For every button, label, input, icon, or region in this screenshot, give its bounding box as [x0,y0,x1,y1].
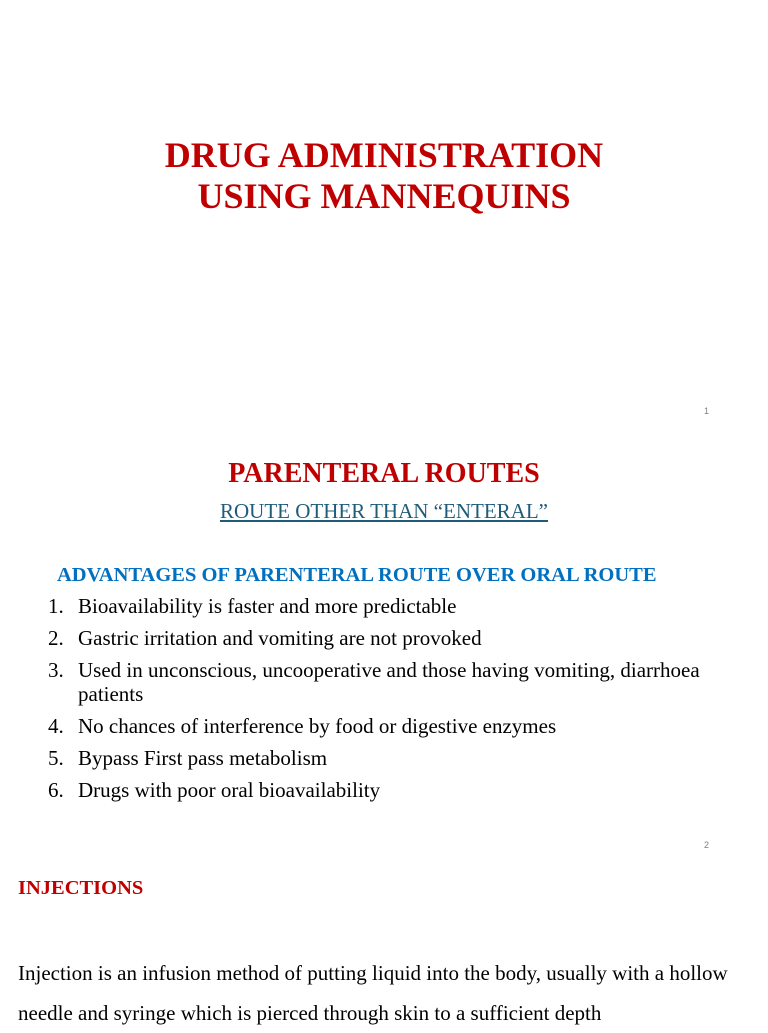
list-item-number: 1. [48,594,64,618]
list-item-number: 5. [48,746,64,770]
injections-paragraph: Injection is an infusion method of putting liquid into the body, usually with a hollow needle and syringe which is pierced through skin to a sufficient depth [18,961,728,1025]
list-item [0,714,700,738]
advantages-heading: ADVANTAGES OF PARENTERAL ROUTE OVER ORAL ROUTE [57,564,657,586]
list-item-text: Bioavailability is faster and more predictable [78,594,457,618]
slide-2 [0,433,768,866]
list-item-number: 6. [48,778,64,802]
list-item [0,626,700,650]
slide-1-title-line-1: DRUG ADMINISTRATION [164,135,604,175]
list-item [0,778,700,802]
injections-heading: INJECTIONS [18,877,144,899]
slide-2-title: PARENTERAL ROUTES [228,458,540,489]
list-item-text: Used in unconscious, uncooperative and those having vomiting, diarrhoea patients [78,658,700,706]
slide-number: 1 [703,406,709,416]
list-item-text: No chances of interference by food or digestive enzymes [78,714,557,738]
list-item-text: Drugs with poor oral bioavailability [78,778,381,802]
list-item-text: Gastric irritation and vomiting are not provoked [78,626,482,650]
slide-1 [0,0,768,433]
list-item-text: Bypass First pass metabolism [78,746,328,770]
list-item-number: 4. [48,714,64,738]
slide-2-subtitle [0,499,768,523]
list-item [0,746,700,770]
list-item [0,594,700,618]
slide-2-subtitle-text: ROUTE OTHER THAN “ENTERAL” [220,499,548,523]
advantages-list [0,594,700,810]
list-item-number: 3. [48,658,64,682]
slide-1-title-line-2: USING MANNEQUINS [197,176,571,216]
list-item [0,658,700,706]
slide-number: 2 [703,840,709,850]
list-item-number: 2. [48,626,64,650]
slide-1-title [0,135,768,217]
slide-3 [0,866,768,1024]
